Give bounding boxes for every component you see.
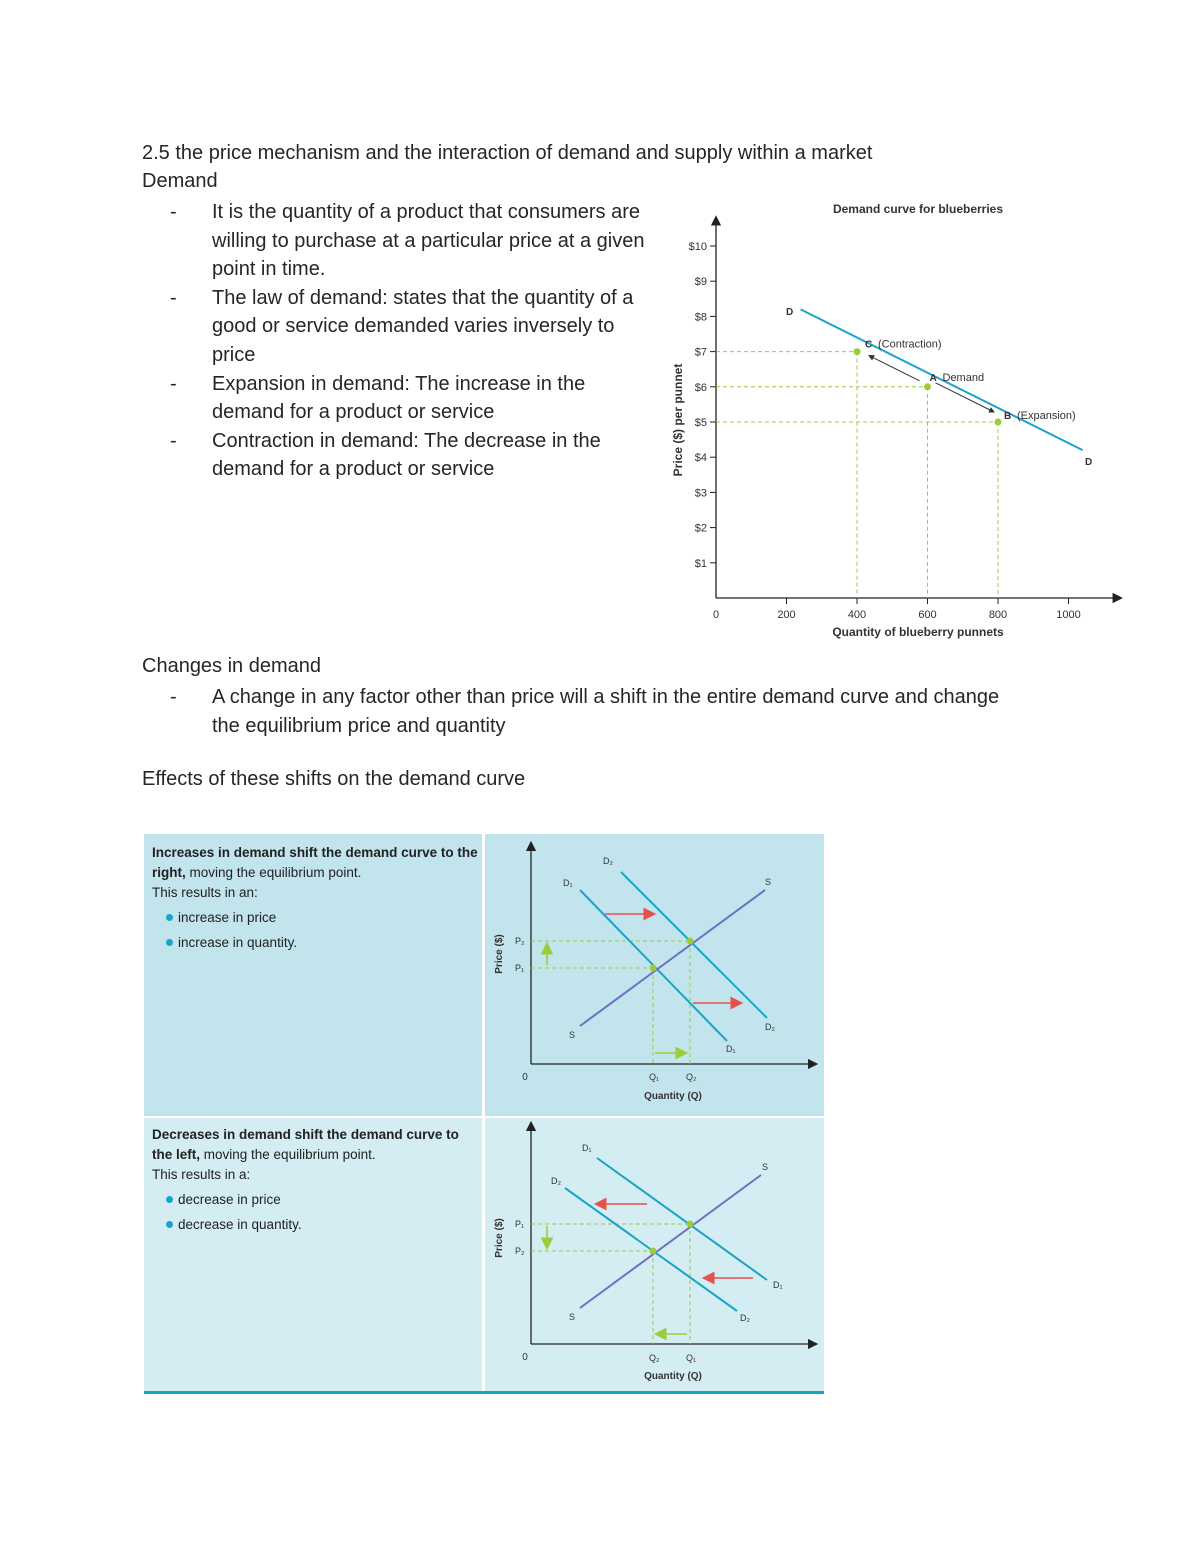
y-tick-label: $1	[694, 557, 707, 570]
x-axis-label: Quantity (Q)	[644, 1371, 702, 1382]
x-axis-label: Quantity of blueberry punnets	[832, 625, 1004, 639]
label-d1-bottom: D₁	[773, 1280, 783, 1290]
label-s-bottom: S	[569, 1312, 576, 1322]
bullet-item: - It is the quantity of a product that consumers are willing to purchase at a particular price at a given point in time.	[170, 201, 645, 281]
x-tick-label: 600	[918, 609, 937, 621]
label-p1: P₁	[515, 1219, 525, 1229]
y-tick-label: $10	[688, 241, 707, 253]
origin-label: 0	[522, 1352, 528, 1363]
list-item: increase in quantity.	[152, 933, 482, 953]
label-d2-top: D₂	[551, 1176, 561, 1186]
label-q2: Q₂	[686, 1072, 697, 1082]
y-tick-label: $9	[694, 276, 707, 289]
panel-bottom-rule	[144, 1391, 824, 1394]
point-label-c: C	[865, 339, 873, 351]
x-tick-label: 400	[847, 609, 867, 621]
point-c	[854, 348, 861, 355]
y-tick-label: $5	[694, 417, 707, 429]
point-label-a: A	[929, 372, 937, 384]
origin-label: 0	[522, 1072, 528, 1083]
decrease-demand-chart	[485, 1118, 824, 1391]
section-title-effects: Effects of these shifts on the demand curve	[142, 768, 526, 790]
section-title-demand: Demand	[142, 170, 218, 192]
y-axis-label: Price ($) per punnet	[671, 363, 685, 477]
equilibrium-2	[650, 1248, 657, 1255]
label-p1: P₁	[515, 963, 525, 973]
label-d1-bottom: D₁	[726, 1044, 736, 1054]
bullet-item: - Contraction in demand: The decrease in the demand for a product or service	[170, 429, 601, 481]
label-s-top: S	[765, 877, 772, 887]
label-d1-top: D₁	[582, 1143, 592, 1153]
label-d2-bottom: D₂	[765, 1022, 775, 1032]
expansion-arrow	[936, 383, 995, 412]
list-item: decrease in quantity.	[152, 1215, 482, 1235]
y-axis-label: Price ($)	[494, 934, 505, 974]
point-note-b: (Expansion)	[1017, 410, 1076, 422]
y-tick-label: $7	[694, 346, 707, 359]
increase-demand-chart	[485, 834, 824, 1116]
point-note-c: (Contraction)	[878, 338, 942, 351]
demand-bullet-list	[170, 198, 650, 484]
bullet-item: - The law of demand: states that the quantity of a good or service demanded varies inversely to price	[170, 286, 634, 366]
decrease-panel-text: Decreases in demand shift the demand curve to the left, moving the equilibrium point. This results in a: decrease in price decrease in quantity.	[152, 1125, 482, 1235]
increase-bold: Increases in demand shift the demand curve to the right,	[152, 845, 478, 880]
changes-bullet-list	[170, 683, 1000, 740]
y-tick-label: $8	[694, 311, 707, 324]
label-q1: Q₁	[686, 1353, 697, 1363]
y-tick-label: $2	[694, 522, 707, 535]
y-axis-label: Price ($)	[494, 1218, 505, 1258]
demand-curve-d2	[621, 872, 767, 1018]
curve-label-d-bottom: D	[1085, 457, 1093, 468]
x-axis-label: Quantity (Q)	[644, 1091, 702, 1102]
label-s-bottom: S	[569, 1030, 576, 1040]
bullet-item: - Expansion in demand: The increase in the demand for a product or service	[170, 372, 586, 424]
bullet-item: - A change in any factor other than price will a shift in the entire demand curve and change the equilibrium price and quantity	[170, 686, 1000, 737]
increase-panel-text: Increases in demand shift the demand curve to the right, moving the equilibrium point. This results in an: increase in price increase in quantity.	[152, 843, 482, 953]
label-d2-top: D₂	[603, 856, 613, 866]
list-item: decrease in price	[152, 1190, 482, 1210]
y-tick-label: $3	[694, 487, 707, 500]
chart-title: Demand curve for blueberries	[832, 202, 1004, 216]
decrease-bold: Decreases in demand shift the demand curve to the left,	[152, 1127, 459, 1162]
point-b	[995, 419, 1002, 426]
label-q2: Q₂	[649, 1353, 660, 1363]
point-note-a: Demand	[942, 371, 985, 384]
point-a	[924, 383, 931, 390]
x-tick-label: 1000	[1056, 609, 1081, 621]
supply-curve	[580, 1175, 761, 1308]
page-heading: 2.5 the price mechanism and the interaction of demand and supply within a market	[142, 142, 873, 164]
equilibrium-1	[687, 1221, 694, 1228]
supply-curve	[580, 890, 765, 1026]
label-p2: P₂	[515, 936, 525, 946]
label-d1-top: D₁	[563, 878, 573, 888]
y-tick-label: $4	[694, 452, 707, 465]
curve-label-d-top: D	[786, 307, 794, 318]
section-title-changes: Changes in demand	[142, 655, 322, 677]
label-p2: P₂	[515, 1246, 525, 1256]
x-tick-label: 200	[777, 609, 796, 621]
x-tick-label: 800	[988, 609, 1008, 621]
label-s-top: S	[762, 1162, 769, 1172]
blueberry-demand-chart	[660, 190, 1130, 650]
origin-label: 0	[712, 609, 720, 621]
equilibrium-1	[650, 965, 657, 972]
demand-curve-d1	[597, 1158, 767, 1280]
label-q1: Q₁	[649, 1072, 660, 1082]
contraction-arrow	[869, 356, 920, 381]
y-tick-label: $6	[694, 381, 707, 394]
equilibrium-2	[687, 938, 694, 945]
point-label-b: B	[1004, 411, 1012, 422]
list-item: increase in price	[152, 908, 482, 928]
label-d2-bottom: D₂	[740, 1313, 750, 1323]
